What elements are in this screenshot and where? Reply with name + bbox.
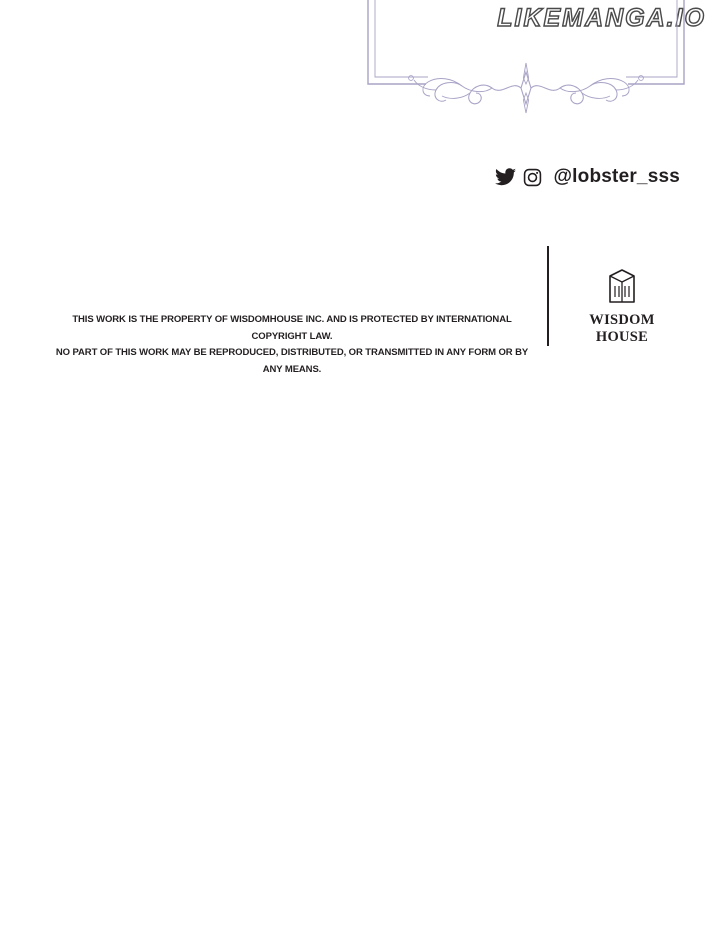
- wisdom-house-logo-icon: [566, 268, 678, 306]
- publisher-name-line-1: WISDOM: [589, 312, 655, 328]
- copyright-line-2: NO PART OF THIS WORK MAY BE REPRODUCED, DISTRIBUTED, OR TRANSMITTED IN ANY FORM OR BY ANY MEANS.: [55, 347, 529, 375]
- twitter-icon[interactable]: [495, 168, 516, 186]
- ornament-svg: [366, 0, 686, 150]
- publisher-block: [566, 268, 678, 346]
- copyright-footer: [0, 246, 720, 375]
- social-handle-text: @lobster_sss: [553, 166, 680, 187]
- vertical-divider: [547, 246, 549, 346]
- publisher-name-line-2: HOUSE: [595, 329, 649, 346]
- site-watermark: LIKEMANGA.IO: [497, 4, 706, 32]
- social-handles: [495, 166, 680, 188]
- decorative-frame-bottom: [366, 0, 686, 150]
- instagram-icon[interactable]: [523, 168, 542, 187]
- copyright-line-1: THIS WORK IS THE PROPERTY OF WISDOMHOUSE INC. AND IS PROTECTED BY INTERNATIONAL COPYRIGHT LAW.: [72, 314, 512, 342]
- copyright-notice: [46, 312, 538, 379]
